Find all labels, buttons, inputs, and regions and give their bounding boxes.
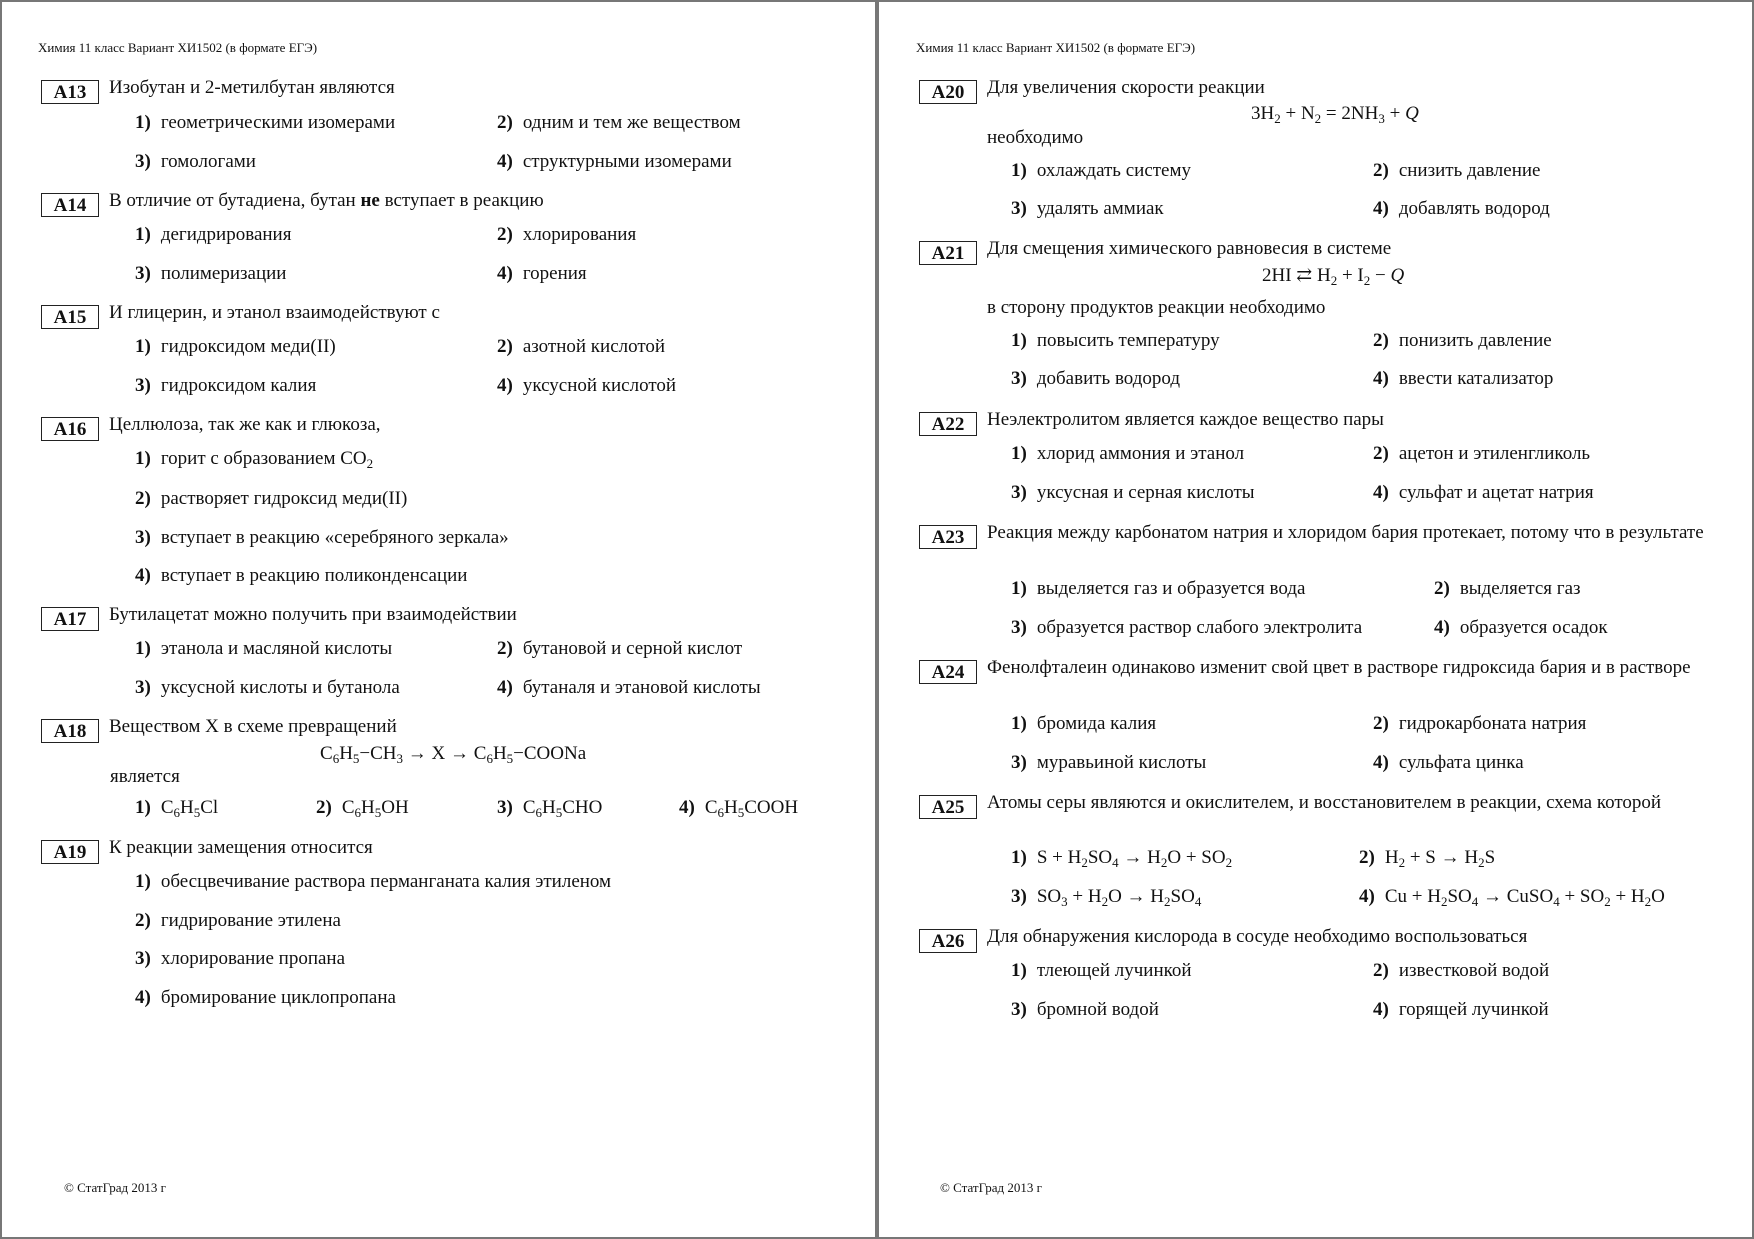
- option: 3) $SO_3 + H_2O \to H_2SO_4$: [1011, 886, 1202, 909]
- option: 1) геометрическими изомерами: [135, 112, 396, 133]
- option: 1) обесцвечивание раствора перманганата калия этиленом: [135, 871, 612, 892]
- page-footer: © СтатГрад 2013 г: [940, 1180, 1042, 1195]
- question-number: A25: [919, 795, 977, 819]
- option: 2) гидрирование этилена: [135, 910, 341, 931]
- question-number: A22: [919, 412, 977, 436]
- option: 1) горит с образованием $CO_2$: [135, 448, 374, 471]
- reaction-equation: 2HI ⇄ $H_2 + I_2 - Q$: [1262, 265, 1405, 288]
- right-page: [877, 0, 1754, 1239]
- option: 3) уксусной кислоты и бутанола: [135, 677, 400, 698]
- option: 1) бромида калия: [1011, 713, 1157, 734]
- option: 4) уксусной кислотой: [497, 375, 677, 396]
- question-number: A26: [919, 929, 977, 953]
- option: 2) азотной кислотой: [497, 336, 666, 357]
- option: 3) муравьиной кислоты: [1011, 752, 1207, 773]
- option: 4) $Cu + H_2SO_4$ → CuSO$_4$ + $SO_2 + H_2O$: [1359, 886, 1665, 909]
- option: 1) охлаждать систему: [1011, 160, 1192, 181]
- option: 1) повысить температуру: [1011, 330, 1220, 351]
- option: 2) гидрокарбоната натрия: [1373, 713, 1587, 734]
- question-text-continued: является: [110, 766, 180, 787]
- option: 1) хлорид аммония и этанол: [1011, 443, 1245, 464]
- option: 1) дегидрирования: [135, 224, 292, 245]
- option: 2) снизить давление: [1373, 160, 1541, 181]
- question-text: Фенолфталеин одинаково изменит свой цвет в растворе гидроксида бария и в растворе: [987, 657, 1691, 678]
- option: 2) одним и тем же веществом: [497, 112, 741, 133]
- option: 1) гидроксидом меди(II): [135, 336, 336, 357]
- option: 3) образуется раствор слабого электролита: [1011, 617, 1363, 638]
- question-text: Бутилацетат можно получить при взаимодействии: [109, 604, 517, 625]
- question-text: Веществом X в схеме превращений: [109, 716, 397, 737]
- question-number: A18: [41, 719, 99, 743]
- option: 3) полимеризации: [135, 263, 287, 284]
- page-footer: © СтатГрад 2013 г: [64, 1180, 166, 1195]
- page-header: Химия 11 класс Вариант ХИ1502 (в формате ЕГЭ): [38, 40, 318, 55]
- question-number: A19: [41, 840, 99, 864]
- option: 2) растворяет гидроксид меди(II): [135, 488, 408, 509]
- option: 2) $H_2 + S \to H_2S$: [1359, 847, 1496, 870]
- option: 3) гомологами: [135, 151, 256, 172]
- question-text: Реакция между карбонатом натрия и хлоридом бария протекает, потому что в результате: [987, 522, 1704, 543]
- question-text: Для увеличения скорости реакции: [987, 77, 1265, 98]
- question-number: A13: [41, 80, 99, 104]
- question-text: И глицерин, и этанол взаимодействуют с: [109, 302, 440, 323]
- question-number: A20: [919, 80, 977, 104]
- question-text: Атомы серы являются и окислителем, и восстановителем в реакции, схема которой: [987, 792, 1662, 813]
- question-number: A17: [41, 607, 99, 631]
- question-text: Для обнаружения кислорода в сосуде необходимо воспользоваться: [987, 926, 1528, 947]
- option: 4) сульфата цинка: [1373, 752, 1524, 773]
- option: 2) выделяется газ: [1434, 578, 1581, 599]
- question-text-continued: в сторону продуктов реакции необходимо: [987, 297, 1326, 318]
- option: 4) образуется осадок: [1434, 617, 1608, 638]
- reaction-scheme: $C_6H_5-CH_3 \to X$ → $C_6H_5-COONa$: [320, 743, 587, 766]
- option: 2) ацетон и этиленгликоль: [1373, 443, 1591, 464]
- question-text: К реакции замещения относится: [109, 837, 373, 858]
- option: 2) $C_6H_5OH$: [316, 797, 409, 820]
- option: 4) бромирование циклопропана: [135, 987, 396, 1008]
- question-number: A15: [41, 305, 99, 329]
- option: 4) горения: [497, 263, 587, 284]
- option: 4) структурными изомерами: [497, 151, 732, 172]
- option: 2) понизить давление: [1373, 330, 1552, 351]
- option: 1) этанола и масляной кислоты: [135, 638, 393, 659]
- question-text: Целлюлоза, так же как и глюкоза,: [109, 414, 381, 435]
- option: 3) вступает в реакцию «серебряного зеркала»: [135, 527, 509, 548]
- option: 4) сульфат и ацетат натрия: [1373, 482, 1594, 503]
- option: 3) удалять аммиак: [1011, 198, 1164, 219]
- question-number: A14: [41, 193, 99, 217]
- question-text: Неэлектролитом является каждое вещество пары: [987, 409, 1384, 430]
- option: 4) бутаналя и этановой кислоты: [497, 677, 761, 698]
- question-text: В отличие от бутадиена, бутан не вступает в реакцию: [109, 190, 544, 211]
- option: 3) хлорирование пропана: [135, 948, 346, 969]
- option: 1) $S + H_2SO_4 \to H_2O + SO_2$: [1011, 847, 1233, 870]
- question-text: Изобутан и 2-метилбутан являются: [109, 77, 395, 98]
- option: 3) уксусная и серная кислоты: [1011, 482, 1255, 503]
- option: 1) выделяется газ и образуется вода: [1011, 578, 1306, 599]
- option: 3) добавить водород: [1011, 368, 1181, 389]
- option: 3) бромной водой: [1011, 999, 1159, 1020]
- option: 2) хлорирования: [497, 224, 637, 245]
- question-number: A23: [919, 525, 977, 549]
- option: 3) $C_6H_5CHO$: [497, 797, 603, 820]
- question-text-continued: необходимо: [987, 127, 1084, 148]
- option: 4) ввести катализатор: [1373, 368, 1554, 389]
- option: 3) гидроксидом калия: [135, 375, 317, 396]
- option: 4) вступает в реакцию поликонденсации: [135, 565, 468, 586]
- question-number: A24: [919, 660, 977, 684]
- option: 1) $C_6H_5Cl$: [135, 797, 219, 820]
- option: 4) добавлять водород: [1373, 198, 1550, 219]
- question-number: A16: [41, 417, 99, 441]
- option: 4) $C_6H_5COOH$: [679, 797, 799, 820]
- option: 1) тлеющей лучинкой: [1011, 960, 1192, 981]
- option: 2) бутановой и серной кислот: [497, 638, 743, 659]
- question-text: Для смещения химического равновесия в системе: [987, 238, 1392, 259]
- page-header: Химия 11 класс Вариант ХИ1502 (в формате ЕГЭ): [916, 40, 1196, 55]
- question-number: A21: [919, 241, 977, 265]
- reaction-equation: $3H_2 + N_2 = 2NH_3 + Q$: [1251, 103, 1419, 126]
- option: 4) горящей лучинкой: [1373, 999, 1549, 1020]
- option: 2) известковой водой: [1373, 960, 1550, 981]
